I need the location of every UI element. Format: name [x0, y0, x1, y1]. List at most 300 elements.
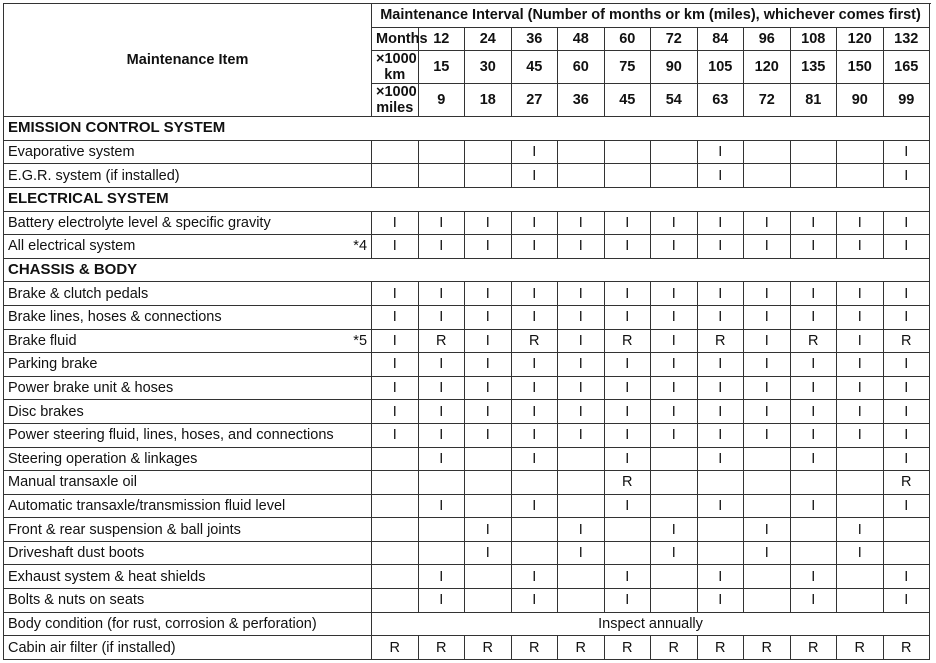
interval-cell: [837, 589, 884, 613]
interval-cell: I: [883, 282, 930, 306]
interval-cell: [790, 164, 837, 188]
maintenance-item-label: Disc brakes: [8, 403, 84, 420]
table-row: [4, 305, 930, 329]
interval-cell: R: [465, 636, 512, 660]
maintenance-item-label: Power steering fluid, lines, hoses, and connections: [8, 427, 334, 444]
maintenance-item-cell: [4, 211, 372, 235]
maintenance-item-label: Exhaust system & heat shields: [8, 568, 206, 585]
table-row: [4, 329, 930, 353]
table-row: [4, 471, 930, 495]
maintenance-item-label: Brake lines, hoses & connections: [8, 309, 222, 326]
interval-cell: I: [418, 211, 465, 235]
interval-cell: [744, 164, 791, 188]
interval-cell: R: [651, 636, 698, 660]
interval-cell: I: [558, 353, 605, 377]
interval-cell: I: [697, 235, 744, 259]
interval-cell: I: [604, 353, 651, 377]
maintenance-item-label: E.G.R. system (if installed): [8, 167, 180, 184]
interval-cell: [558, 494, 605, 518]
interval-cell: I: [372, 353, 419, 377]
interval-cell: [372, 541, 419, 565]
interval-cell: R: [790, 329, 837, 353]
interval-cell: I: [465, 541, 512, 565]
table-row: [4, 211, 930, 235]
interval-cell: I: [511, 589, 558, 613]
miles-cell: 72: [744, 84, 791, 117]
maintenance-item-cell: [4, 612, 372, 636]
interval-cell: I: [465, 211, 512, 235]
interval-cell: I: [697, 400, 744, 424]
interval-cell: I: [790, 305, 837, 329]
miles-cell: 36: [558, 84, 605, 117]
interval-cell: [418, 518, 465, 542]
interval-cell: I: [418, 423, 465, 447]
interval-cell: [418, 471, 465, 495]
maintenance-item-cell: [4, 305, 372, 329]
interval-cell: I: [558, 235, 605, 259]
interval-cell: [372, 140, 419, 164]
table-body: [4, 117, 930, 660]
interval-cell: R: [883, 471, 930, 495]
interval-cell: I: [883, 140, 930, 164]
interval-cell: [837, 447, 884, 471]
interval-cell: [558, 471, 605, 495]
interval-cell: I: [697, 305, 744, 329]
interval-cell: I: [651, 305, 698, 329]
interval-title-row: [4, 4, 930, 28]
section-row: [4, 258, 930, 282]
maintenance-item-label: All electrical system: [8, 238, 136, 255]
interval-cell: I: [883, 400, 930, 424]
km-cell: 165: [883, 51, 930, 84]
interval-cell: [883, 518, 930, 542]
interval-cell: I: [511, 565, 558, 589]
interval-cell: I: [465, 376, 512, 400]
interval-cell: I: [604, 447, 651, 471]
interval-cell: I: [558, 305, 605, 329]
interval-cell: I: [465, 282, 512, 306]
interval-cell: I: [837, 329, 884, 353]
interval-cell: I: [418, 235, 465, 259]
month-cell: 24: [465, 27, 512, 51]
interval-cell: I: [651, 423, 698, 447]
interval-cell: R: [697, 636, 744, 660]
interval-cell: I: [558, 541, 605, 565]
interval-cell: I: [604, 376, 651, 400]
interval-cell: I: [837, 353, 884, 377]
interval-cell: I: [883, 164, 930, 188]
interval-cell: I: [558, 282, 605, 306]
interval-cell: I: [790, 589, 837, 613]
interval-cell: R: [418, 329, 465, 353]
interval-cell: I: [372, 376, 419, 400]
maintenance-item-cell: [4, 471, 372, 495]
interval-cell: R: [744, 636, 791, 660]
table-row: [4, 282, 930, 306]
interval-cell: R: [558, 636, 605, 660]
interval-cell: I: [697, 447, 744, 471]
table-row: [4, 541, 930, 565]
interval-cell: I: [511, 376, 558, 400]
month-cell: 120: [837, 27, 884, 51]
interval-cell: I: [651, 541, 698, 565]
interval-cell: I: [418, 376, 465, 400]
interval-cell: R: [697, 329, 744, 353]
interval-cell: [465, 589, 512, 613]
maintenance-item-label: Steering operation & linkages: [8, 450, 198, 467]
km-label: ×1000 km: [372, 51, 419, 84]
months-label: Months: [372, 27, 419, 51]
interval-cell: I: [744, 211, 791, 235]
interval-cell: I: [697, 211, 744, 235]
interval-cell: [418, 140, 465, 164]
km-cell: 30: [465, 51, 512, 84]
maintenance-item-cell: [4, 164, 372, 188]
interval-cell: [511, 541, 558, 565]
interval-cell: [744, 140, 791, 164]
interval-cell: I: [790, 282, 837, 306]
table-row: [4, 140, 930, 164]
interval-cell: [744, 471, 791, 495]
interval-cell: I: [790, 400, 837, 424]
interval-cell: R: [604, 471, 651, 495]
footnote-ref: *5: [353, 332, 368, 349]
interval-cell: R: [372, 636, 419, 660]
maintenance-item-header: Maintenance Item: [4, 4, 372, 117]
month-cell: 36: [511, 27, 558, 51]
maintenance-item-label: Brake & clutch pedals: [8, 285, 149, 302]
table-row: [4, 423, 930, 447]
maintenance-item-cell: [4, 353, 372, 377]
interval-cell: I: [883, 211, 930, 235]
interval-cell: I: [744, 353, 791, 377]
maintenance-item-cell: [4, 282, 372, 306]
interval-cell: I: [883, 589, 930, 613]
interval-cell: I: [790, 235, 837, 259]
table-row: [4, 612, 930, 636]
interval-cell: I: [744, 400, 791, 424]
interval-cell: I: [697, 494, 744, 518]
interval-cell: I: [790, 494, 837, 518]
interval-cell: I: [558, 423, 605, 447]
interval-cell: [604, 518, 651, 542]
interval-cell: [651, 589, 698, 613]
interval-cell: I: [372, 423, 419, 447]
maintenance-item-cell: [4, 400, 372, 424]
interval-cell: [465, 565, 512, 589]
table-row: [4, 636, 930, 660]
interval-cell: [465, 140, 512, 164]
maintenance-item-label: Driveshaft dust boots: [8, 545, 145, 562]
interval-cell: I: [465, 235, 512, 259]
interval-cell: I: [511, 235, 558, 259]
interval-cell: I: [883, 494, 930, 518]
miles-cell: 81: [790, 84, 837, 117]
section-row: [4, 187, 930, 211]
interval-cell: I: [883, 423, 930, 447]
interval-cell: I: [744, 518, 791, 542]
interval-cell: R: [604, 636, 651, 660]
miles-cell: 54: [651, 84, 698, 117]
interval-cell: [837, 565, 884, 589]
interval-cell: [744, 589, 791, 613]
interval-cell: R: [418, 636, 465, 660]
interval-cell: I: [604, 282, 651, 306]
interval-cell: I: [651, 376, 698, 400]
interval-cell: [558, 447, 605, 471]
interval-cell: [883, 541, 930, 565]
interval-cell: R: [883, 329, 930, 353]
table-row: [4, 565, 930, 589]
interval-cell: I: [511, 447, 558, 471]
interval-cell: I: [418, 494, 465, 518]
table-row: [4, 400, 930, 424]
interval-cell: I: [744, 376, 791, 400]
interval-cell: [651, 494, 698, 518]
table-row: [4, 164, 930, 188]
maintenance-item-cell: [4, 329, 372, 353]
interval-cell: I: [372, 400, 419, 424]
interval-cell: I: [651, 329, 698, 353]
interval-cell: [837, 140, 884, 164]
interval-cell: [744, 447, 791, 471]
interval-cell: [604, 164, 651, 188]
interval-cell: I: [511, 494, 558, 518]
interval-cell: I: [883, 376, 930, 400]
maintenance-schedule-table: [3, 3, 930, 660]
interval-cell: R: [511, 329, 558, 353]
interval-cell: I: [790, 447, 837, 471]
interval-cell: [744, 565, 791, 589]
interval-cell: I: [837, 400, 884, 424]
month-cell: 108: [790, 27, 837, 51]
interval-cell: [651, 447, 698, 471]
miles-cell: 9: [418, 84, 465, 117]
interval-cell: [790, 471, 837, 495]
interval-cell: [372, 518, 419, 542]
month-cell: 72: [651, 27, 698, 51]
interval-cell: [372, 565, 419, 589]
interval-cell: I: [744, 541, 791, 565]
interval-cell: [465, 471, 512, 495]
interval-cell: I: [651, 353, 698, 377]
interval-cell: [558, 164, 605, 188]
interval-cell: I: [837, 211, 884, 235]
interval-cell: [651, 471, 698, 495]
footnote-ref: *4: [353, 238, 368, 255]
interval-cell: I: [651, 211, 698, 235]
interval-cell: [372, 471, 419, 495]
interval-cell: I: [697, 282, 744, 306]
interval-cell: I: [465, 329, 512, 353]
interval-cell: I: [604, 494, 651, 518]
interval-cell: I: [558, 400, 605, 424]
interval-cell: I: [837, 235, 884, 259]
interval-cell: R: [511, 636, 558, 660]
interval-cell: I: [465, 305, 512, 329]
interval-cell: [372, 589, 419, 613]
interval-cell: [790, 518, 837, 542]
table-header: [4, 4, 930, 117]
interval-cell: I: [837, 282, 884, 306]
interval-cell: I: [418, 353, 465, 377]
interval-cell: I: [837, 518, 884, 542]
interval-cell: I: [744, 329, 791, 353]
km-cell: 90: [651, 51, 698, 84]
maintenance-item-label: Front & rear suspension & ball joints: [8, 521, 241, 538]
interval-cell: I: [418, 589, 465, 613]
interval-cell: I: [883, 565, 930, 589]
maintenance-item-label: Power brake unit & hoses: [8, 380, 174, 397]
interval-cell: I: [604, 589, 651, 613]
interval-cell: I: [465, 518, 512, 542]
interval-cell: I: [604, 305, 651, 329]
maintenance-item-label: Manual transaxle oil: [8, 474, 137, 491]
interval-cell: I: [790, 565, 837, 589]
interval-cell: I: [511, 353, 558, 377]
interval-cell: [558, 565, 605, 589]
section-title: ELECTRICAL SYSTEM: [4, 187, 930, 211]
interval-cell: [418, 164, 465, 188]
month-cell: 60: [604, 27, 651, 51]
maintenance-item-cell: [4, 376, 372, 400]
interval-cell: I: [604, 565, 651, 589]
section-row: [4, 117, 930, 141]
interval-cell: R: [883, 636, 930, 660]
table-row: [4, 353, 930, 377]
interval-cell: I: [697, 589, 744, 613]
interval-cell: [790, 140, 837, 164]
month-cell: 48: [558, 27, 605, 51]
table-row: [4, 376, 930, 400]
interval-cell: I: [651, 518, 698, 542]
km-cell: 45: [511, 51, 558, 84]
miles-cell: 18: [465, 84, 512, 117]
interval-cell: [651, 140, 698, 164]
interval-title: Maintenance Interval (Number of months or km (miles), whichever comes first): [372, 4, 930, 28]
maintenance-item-cell: [4, 494, 372, 518]
interval-cell: I: [651, 235, 698, 259]
maintenance-item-cell: [4, 636, 372, 660]
interval-cell: I: [651, 400, 698, 424]
interval-cell: I: [465, 353, 512, 377]
interval-cell: I: [465, 423, 512, 447]
interval-cell: I: [372, 305, 419, 329]
interval-cell: [651, 565, 698, 589]
interval-cell: I: [511, 400, 558, 424]
maintenance-item-label: Brake fluid: [8, 332, 77, 349]
maintenance-item-cell: [4, 140, 372, 164]
month-cell: 12: [418, 27, 465, 51]
interval-cell: [372, 494, 419, 518]
miles-cell: 27: [511, 84, 558, 117]
interval-cell: [418, 541, 465, 565]
maintenance-item-label: Parking brake: [8, 356, 98, 373]
interval-cell: I: [511, 164, 558, 188]
interval-cell: [465, 494, 512, 518]
table-row: [4, 518, 930, 542]
interval-cell: I: [604, 400, 651, 424]
miles-label: ×1000 miles: [372, 84, 419, 117]
km-cell: 105: [697, 51, 744, 84]
interval-cell: I: [883, 305, 930, 329]
interval-cell: I: [604, 211, 651, 235]
interval-cell: I: [883, 447, 930, 471]
section-title: EMISSION CONTROL SYSTEM: [4, 117, 930, 141]
interval-cell: I: [418, 305, 465, 329]
interval-cell: R: [790, 636, 837, 660]
maintenance-item-cell: [4, 447, 372, 471]
interval-cell: I: [651, 282, 698, 306]
interval-cell: [697, 518, 744, 542]
interval-cell: [697, 541, 744, 565]
interval-cell: I: [558, 211, 605, 235]
interval-cell: I: [744, 423, 791, 447]
interval-cell: I: [837, 423, 884, 447]
interval-cell: [372, 447, 419, 471]
interval-span-cell: Inspect annually: [372, 612, 930, 636]
interval-cell: [511, 518, 558, 542]
interval-cell: I: [372, 329, 419, 353]
km-cell: 15: [418, 51, 465, 84]
interval-cell: I: [558, 376, 605, 400]
interval-cell: I: [744, 235, 791, 259]
interval-cell: I: [697, 376, 744, 400]
interval-cell: I: [558, 329, 605, 353]
maintenance-item-cell: [4, 565, 372, 589]
interval-cell: I: [372, 211, 419, 235]
interval-cell: I: [790, 376, 837, 400]
month-cell: 84: [697, 27, 744, 51]
miles-cell: 90: [837, 84, 884, 117]
maintenance-item-label: Automatic transaxle/transmission fluid level: [8, 497, 286, 514]
interval-cell: [837, 164, 884, 188]
interval-cell: [511, 471, 558, 495]
interval-cell: I: [511, 140, 558, 164]
interval-cell: I: [418, 282, 465, 306]
interval-cell: [372, 164, 419, 188]
interval-cell: I: [697, 353, 744, 377]
interval-cell: I: [883, 353, 930, 377]
maintenance-item-label: Evaporative system: [8, 144, 135, 161]
interval-cell: I: [837, 541, 884, 565]
interval-cell: I: [790, 423, 837, 447]
interval-cell: [558, 140, 605, 164]
interval-cell: [744, 494, 791, 518]
interval-cell: I: [697, 423, 744, 447]
interval-cell: [837, 494, 884, 518]
interval-cell: I: [418, 565, 465, 589]
interval-cell: [465, 164, 512, 188]
interval-cell: [790, 541, 837, 565]
table-row: [4, 235, 930, 259]
maintenance-item-label: Body condition (for rust, corrosion & perforation): [8, 615, 317, 632]
interval-cell: I: [744, 305, 791, 329]
interval-cell: I: [372, 235, 419, 259]
km-cell: 60: [558, 51, 605, 84]
table-row: [4, 447, 930, 471]
interval-cell: [837, 471, 884, 495]
interval-cell: I: [465, 400, 512, 424]
interval-cell: I: [418, 400, 465, 424]
maintenance-item-cell: [4, 423, 372, 447]
table-row: [4, 494, 930, 518]
interval-cell: I: [697, 140, 744, 164]
interval-cell: I: [790, 211, 837, 235]
interval-cell: I: [837, 305, 884, 329]
km-cell: 120: [744, 51, 791, 84]
interval-cell: I: [604, 423, 651, 447]
